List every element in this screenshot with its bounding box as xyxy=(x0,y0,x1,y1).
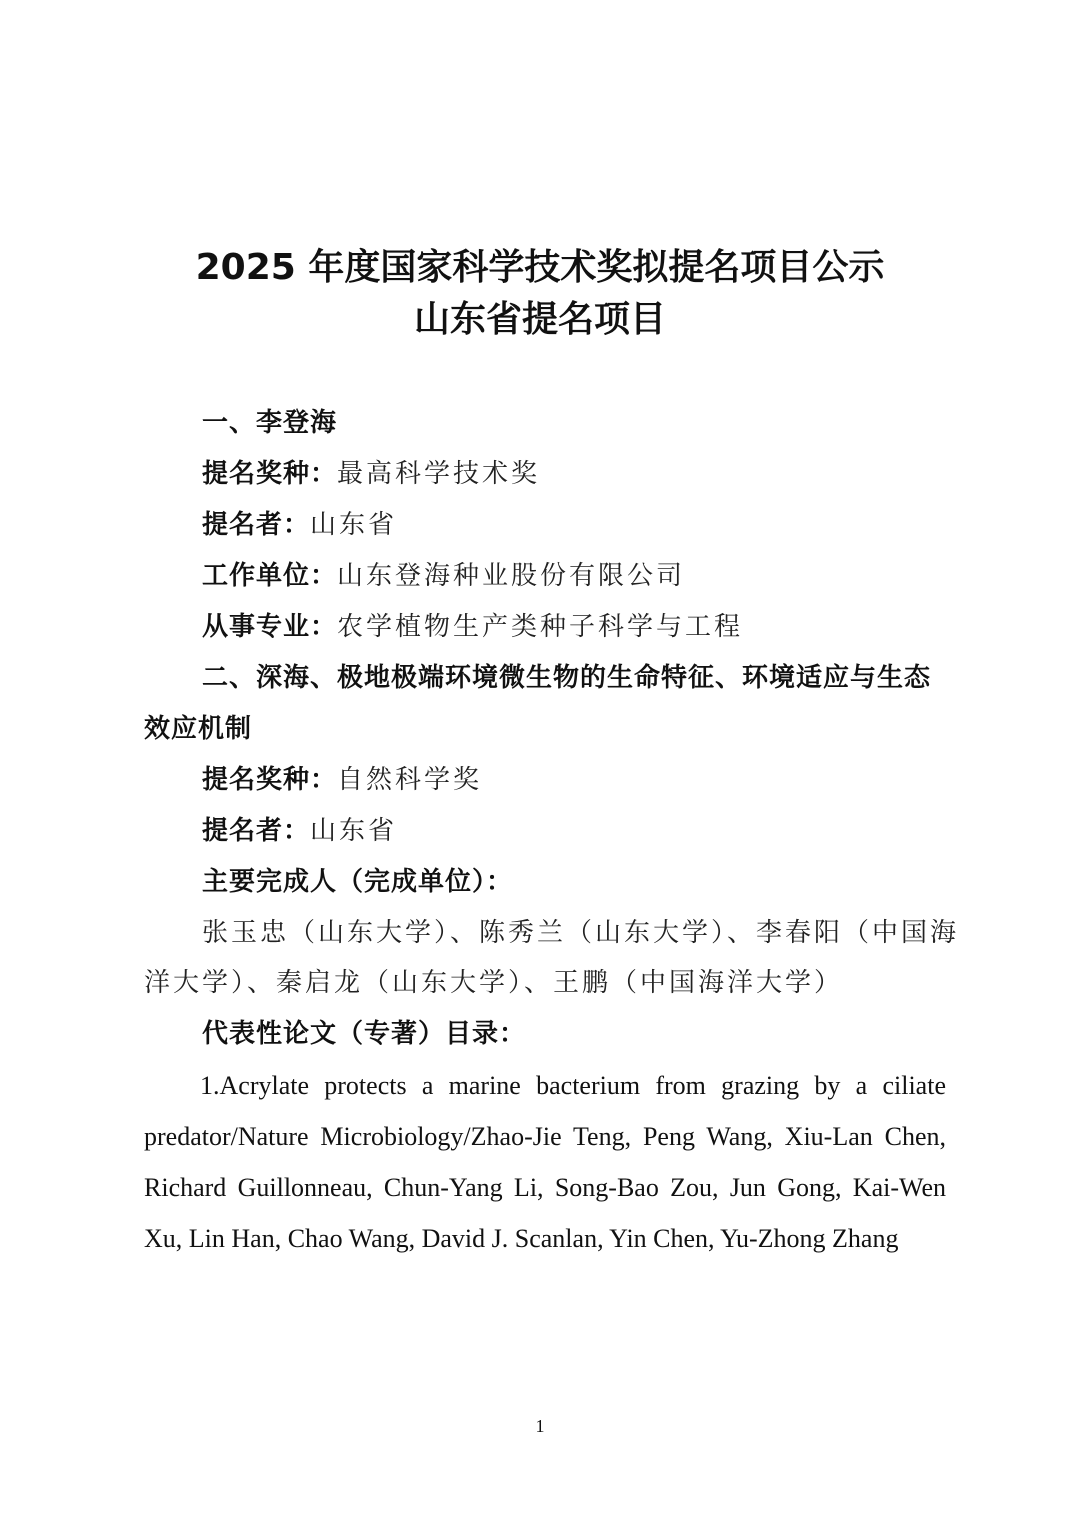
nominator-value: 山东省 xyxy=(310,816,398,846)
item1-field-row xyxy=(202,611,743,643)
item1-heading: 一、李登海 xyxy=(202,408,338,438)
item1-award-row xyxy=(202,458,540,490)
award-label: 提名奖种： xyxy=(202,765,338,795)
field-label: 从事专业： xyxy=(202,612,338,642)
employer-label: 工作单位： xyxy=(202,561,338,591)
item1-employer-row xyxy=(202,560,685,592)
paper-1-text: 1.Acrylate protects a marine bacterium from grazing by a ciliate predator/Nature Microbiology/Zhao-Jie Teng, Peng Wang, Xiu-Lan Chen, Richard Guillonneau, Chun-Yang Li, Song-Bao Zou, Jun Gong, Kai-Wen Xu, Lin Han, Chao Wang, David J. Scanlan, Yin Chen, Yu-Zhong Zhang xyxy=(144,1071,946,1253)
nominator-label: 提名者： xyxy=(202,816,311,846)
contributors-line1: 张玉忠（山东大学）、陈秀兰（山东大学）、李春阳（中国海 xyxy=(202,918,960,948)
field-value: 农学植物生产类种子科学与工程 xyxy=(337,612,744,642)
contributors-label: 主要完成人（完成单位）： xyxy=(202,867,514,897)
document-subtitle: 山东省提名项目 xyxy=(413,299,666,340)
item1-nominator-row xyxy=(202,509,397,541)
nominator-value: 山东省 xyxy=(310,510,398,540)
document-title: 2025 年度国家科学技术奖拟提名项目公示 xyxy=(195,247,885,288)
item2-award-row xyxy=(202,764,482,796)
item2-nominator-row xyxy=(202,815,397,847)
papers-label: 代表性论文（专著）目录： xyxy=(202,1019,527,1049)
paper-entry-1 xyxy=(144,1060,946,1264)
award-value: 自然科学奖 xyxy=(337,765,483,795)
award-value: 最高科学技术奖 xyxy=(337,459,541,489)
employer-value: 山东登海种业股份有限公司 xyxy=(337,561,686,591)
award-label: 提名奖种： xyxy=(202,459,338,489)
nominator-label: 提名者： xyxy=(202,510,311,540)
item2-heading-line1: 二、深海、极地极端环境微生物的生命特征、环境适应与生态 xyxy=(202,663,932,693)
page-number: 1 xyxy=(535,1416,545,1436)
item2-heading-line2: 效应机制 xyxy=(144,714,253,744)
contributors-line2: 洋大学）、秦启龙（山东大学）、王鹏（中国海洋大学） xyxy=(144,968,844,998)
